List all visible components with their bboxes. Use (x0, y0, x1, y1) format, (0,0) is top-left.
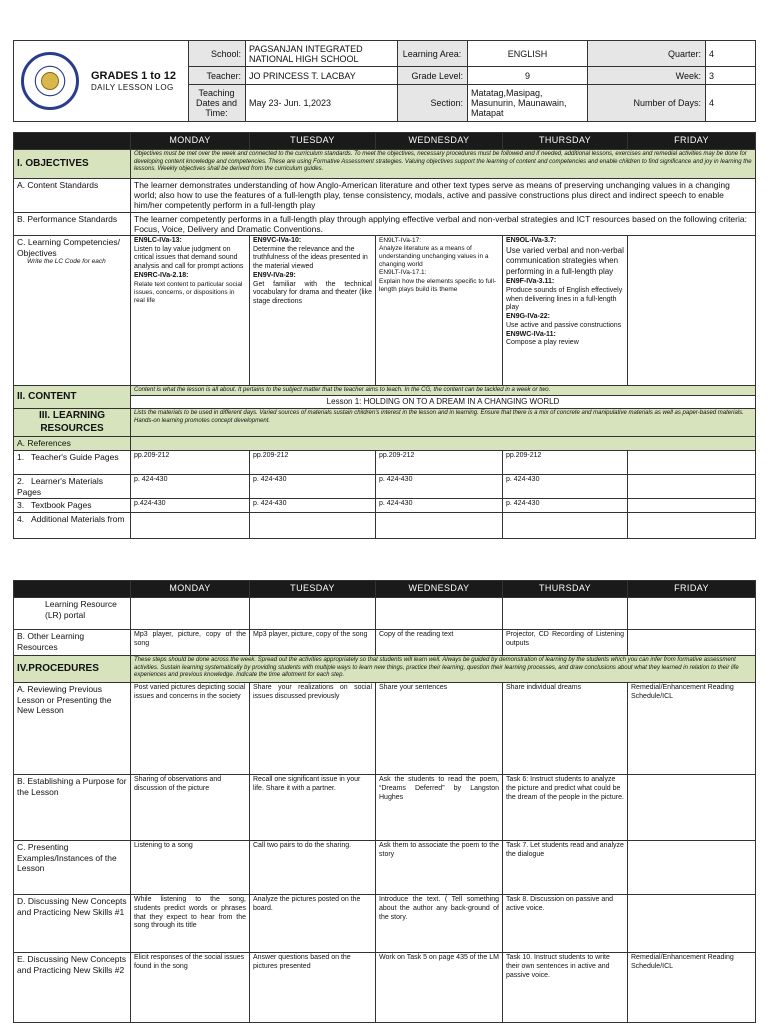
reference-cell: pp.209-212 (503, 451, 628, 475)
content-standards-label: A. Content Standards (14, 179, 131, 213)
lr-portal-label: Learning Resource (LR) portal (14, 598, 131, 630)
day-header-blank (14, 133, 131, 150)
dll-header (13, 40, 756, 122)
table-row (14, 683, 756, 775)
reference-cell: p. 424-430 (250, 475, 376, 499)
lc-code: EN9VC-IVa-10: (253, 236, 302, 244)
references-label: A. References (14, 437, 131, 451)
lr-portal-cell (376, 598, 503, 630)
other-resources-cell: Copy of the reading text (376, 630, 503, 656)
procedure-label: D. Discussing New Concepts and Practicing New Skills #1 (14, 895, 131, 953)
dates-value: May 23- Jun. 1,2023 (246, 85, 398, 122)
day-header-tuesday: TUESDAY (250, 581, 376, 598)
lc-text: Use active and passive constructions (506, 321, 622, 329)
reference-cell: pp.209-212 (250, 451, 376, 475)
procedure-cell: Task 7. Let students read and analyze the dialogue (503, 841, 628, 895)
procedure-cell: Introduce the text. ( Tell something about the author any back-ground of the story. (376, 895, 503, 953)
performance-standards-text: The learner competently performs in a full-length play through applying effective verbal and non-verbal strategies and ICT resources based on the following criteria: Focus, Voice, Delivery and Dramatic Conventions. (131, 212, 756, 235)
lc-text: Get familiar with the technical vocabulary for drama and theater (like stage directions (253, 280, 372, 306)
lc-text: Explain how the elements specific to full-length plays build its theme (379, 277, 497, 293)
dll-table-page2 (13, 580, 756, 1023)
teacher-label: Teacher: (189, 67, 246, 85)
lc-text: Produce sounds of English effectively when delivering lines in a full-length play (506, 286, 623, 312)
day-header-friday: FRIDAY (628, 133, 756, 150)
reference-cell (503, 512, 628, 538)
other-resources-cell: Mp3 player, picture, copy of the song (131, 630, 250, 656)
section-value: Matatag,Masipag, Masunurin, Maunawain, Matapat (468, 85, 588, 122)
lc-code: EN9LT-IVa-17: (379, 236, 422, 244)
day-header-tuesday: TUESDAY (250, 133, 376, 150)
reference-label: 3. Textbook Pages (14, 499, 131, 513)
objectives-note: Objectives must be met over the week and connected to the curriculum standards. To meet the objectives, necessary procedures must be followed and if needed, additional lessons, exercises and remedial activities may be done for developing content knowledge and competencies. These are using Formative Assessment strategies. Valuing objectives support the learning of content and competencies and enable children to find significance and joy in learning the lessons. Weekly objectives shall be derived from the curriculum guides. (131, 150, 756, 179)
lc-code: EN9RC-IVa-2.18: (134, 271, 189, 279)
competencies-tuesday (250, 235, 376, 385)
procedure-cell: Call two pairs to do the sharing. (250, 841, 376, 895)
table-row (14, 775, 756, 841)
procedure-cell: Analyze the pictures posted on the board. (250, 895, 376, 953)
grade-label: Grade Level: (398, 67, 468, 85)
reference-cell (628, 451, 756, 475)
procedure-cell: Recall one significant issue in your life. Share it with a partner. (250, 775, 376, 841)
dates-label: Teaching Dates and Time: (189, 85, 246, 122)
lc-text: Relate text content to particular social issues, concerns, or dispositions in real life (134, 280, 243, 304)
procedure-cell: Sharing of observations and discussion of the picture (131, 775, 250, 841)
quarter-label: Quarter: (588, 41, 706, 67)
week-value: 3 (706, 67, 756, 85)
competencies-cell (14, 235, 131, 385)
reference-cell: pp.209-212 (376, 451, 503, 475)
procedure-cell: Task 6: Instruct students to analyze the picture and predict what could be the dream of the people in the picture. (503, 775, 628, 841)
procedure-cell: Answer questions based on the pictures presented (250, 953, 376, 1023)
other-resources-cell: Mp3 player, picture, copy of the song (250, 630, 376, 656)
area-value: ENGLISH (468, 41, 588, 67)
reference-cell: pp.209-212 (131, 451, 250, 475)
dll-table-page1 (13, 132, 756, 539)
reference-cell (376, 512, 503, 538)
procedure-label: C. Presenting Examples/Instances of the Lesson (14, 841, 131, 895)
lc-text: Use varied verbal and non-verbal communication strategies when performing in a full-length play (506, 245, 624, 277)
content-standards-text: The learner demonstrates understanding of how Anglo-American literature and other text types serve as means of preserving unchanging values in a changing world; also how to use the features of a full-length play, tense consistency, modals, active and passive constructions plus direct and indirect speech to enable him/her competently perform in a full-length play (131, 179, 756, 213)
day-header-monday: MONDAY (131, 581, 250, 598)
resources-note: Lists the materials to be used in different days. Varied sources of materials sustain children's interest in the lesson and in learning. Ensure that there is a mix of concrete and manipulative materials as well as paper-based materials. Hands-on learning promotes concept development. (131, 409, 756, 437)
header-logo-cell (14, 41, 189, 122)
week-label: Week: (588, 67, 706, 85)
reference-cell: p. 424-430 (131, 475, 250, 499)
reference-label: 2. Learner's Materials Pages (14, 475, 131, 499)
competencies-sub: Write the LC Code for each (27, 258, 106, 266)
table-row (14, 953, 756, 1023)
procedure-cell: Work on Task 5 on page 435 of the LM (376, 953, 503, 1023)
day-header-thursday: THURSDAY (503, 581, 628, 598)
lc-code: EN9F-IVa-3.11: (506, 278, 555, 286)
school-value: PAGSANJAN INTEGRATED NATIONAL HIGH SCHOOL (246, 41, 398, 67)
procedure-cell: Remedial/Enhancement Reading Schedule/ICL (628, 953, 756, 1023)
day-header-wednesday: WEDNESDAY (376, 581, 503, 598)
reference-cell: p. 424-430 (503, 475, 628, 499)
procedure-cell: Share your realizations on social issues discussed previously (250, 683, 376, 775)
procedure-cell: Share individual dreams (503, 683, 628, 775)
other-resources-cell: Projector, CD Recording of Listening outputs (503, 630, 628, 656)
days-label: Number of Days: (588, 85, 706, 122)
day-header-wednesday: WEDNESDAY (376, 133, 503, 150)
competencies-wednesday (376, 235, 503, 385)
competencies-label: C. Learning Competencies/ Objectives (17, 236, 121, 258)
other-resources-cell (628, 630, 756, 656)
reference-cell (250, 512, 376, 538)
lc-code: EN9WC-IVa-11: (506, 330, 556, 338)
procedure-cell: Listening to a song (131, 841, 250, 895)
references-fill (131, 437, 756, 451)
procedure-cell: While listening to the song, students predict words or phrases that they expect to hear from the song through its title (131, 895, 250, 953)
other-resources-label: B. Other Learning Resources (14, 630, 131, 656)
procedure-cell: Post varied pictures depicting social issues and concerns in the society (131, 683, 250, 775)
competencies-thursday (503, 235, 628, 385)
reference-cell: p.424-430 (131, 499, 250, 513)
procedure-cell: Remedial/Enhancement Reading Schedule/ICL (628, 683, 756, 775)
procedure-cell: Task 8. Discussion on passive and active voice. (503, 895, 628, 953)
reference-cell: p. 424-430 (376, 475, 503, 499)
lr-portal-cell (503, 598, 628, 630)
competencies-monday (131, 235, 250, 385)
day-header-friday: FRIDAY (628, 581, 756, 598)
table-row (14, 630, 756, 656)
lc-text: Listen to lay value judgment on critical issues that demand sound analysis and call for prompt actions (134, 245, 244, 271)
procedure-label: A. Reviewing Previous Lesson or Presenting the New Lesson (14, 683, 131, 775)
reference-label: 4. Additional Materials from (14, 512, 131, 538)
section-label: Section: (398, 85, 468, 122)
lr-portal-cell (131, 598, 250, 630)
procedure-cell: Elicit responses of the social issues found in the song (131, 953, 250, 1023)
reference-cell: p. 424-430 (250, 499, 376, 513)
procedure-cell: Share your sentences (376, 683, 503, 775)
reference-cell (628, 475, 756, 499)
lc-text: Determine the relevance and the truthfulness of the ideas presented in the material viewed (253, 245, 368, 271)
table-row (14, 841, 756, 895)
procedure-cell (628, 841, 756, 895)
content-note: Content is what the lesson is all about. It pertains to the subject matter that the teacher aims to teach. In the CG, the content can be tackled in a week or two. (131, 385, 756, 396)
lc-code: EN9OL-IVa-3.7: (506, 236, 557, 244)
grade-value: 9 (468, 67, 588, 85)
procedure-cell (628, 895, 756, 953)
school-label: School: (189, 41, 246, 67)
day-header-monday: MONDAY (131, 133, 250, 150)
table-row (14, 475, 756, 499)
day-header-thursday: THURSDAY (503, 133, 628, 150)
deped-seal-icon (21, 52, 79, 110)
procedure-label: B. Establishing a Purpose for the Lesson (14, 775, 131, 841)
performance-standards-label: B. Performance Standards (14, 212, 131, 235)
lesson-title: Lesson 1: HOLDING ON TO A DREAM IN A CHANGING WORLD (131, 396, 756, 409)
table-row (14, 512, 756, 538)
table-row (14, 598, 756, 630)
reference-label: 1. Teacher's Guide Pages (14, 451, 131, 475)
teacher-value: JO PRINCESS T. LACBAY (246, 67, 398, 85)
area-label: Learning Area: (398, 41, 468, 67)
table-row (14, 451, 756, 475)
quarter-value: 4 (706, 41, 756, 67)
lc-text: Compose a play review (506, 339, 579, 347)
procedure-cell: Ask them to associate the poem to the story (376, 841, 503, 895)
reference-cell (628, 512, 756, 538)
objectives-title: I. OBJECTIVES (14, 150, 131, 179)
doc-type: DAILY LESSON LOG (91, 83, 174, 92)
reference-cell: p. 424-430 (503, 499, 628, 513)
resources-title: III. LEARNING RESOURCES (14, 409, 131, 437)
competencies-friday (628, 235, 756, 385)
reference-cell (628, 499, 756, 513)
table-row (14, 499, 756, 513)
days-value: 4 (706, 85, 756, 122)
procedure-cell: Task 10. Instruct students to write their own sentences in active and passive voice. (503, 953, 628, 1023)
procedures-title: IV.PROCEDURES (14, 656, 131, 683)
lc-code: EN9G-IVa-22: (506, 313, 550, 321)
lc-code: EN9V-IVa-29: (253, 271, 296, 279)
lr-portal-cell (250, 598, 376, 630)
lr-portal-cell (628, 598, 756, 630)
procedure-label: E. Discussing New Concepts and Practicing New Skills #2 (14, 953, 131, 1023)
content-title: II. CONTENT (14, 385, 131, 409)
table-row (14, 895, 756, 953)
procedure-cell (628, 775, 756, 841)
day-header-blank (14, 581, 131, 598)
lc-code: EN9LT-IVa-17.1: (379, 269, 427, 277)
lc-text: Analyze literature as a means of understanding unchanging values in a changing world (379, 245, 489, 269)
reference-cell (131, 512, 250, 538)
procedure-cell: Ask the students to read the poem, “Dreams Deferred” by Langston Hughes (376, 775, 503, 841)
procedures-note: These steps should be done across the week. Spread out the activities appropriately so that students will learn well. Always be guided by demonstration of learning by the students which you can infer from formative assessment activities. Sustain learning systematically by providing students with multiple ways to learn new things, practice their learning, question their learning processes, and draw conclusions about what they learned in relation to their life experiences and previous knowledge. Indicate the time allotment for each step. (131, 656, 756, 683)
lc-code: EN9LC-IVa-13: (134, 236, 182, 244)
grades-title: GRADES 1 to 12 (91, 70, 176, 82)
reference-cell: p. 424-430 (376, 499, 503, 513)
